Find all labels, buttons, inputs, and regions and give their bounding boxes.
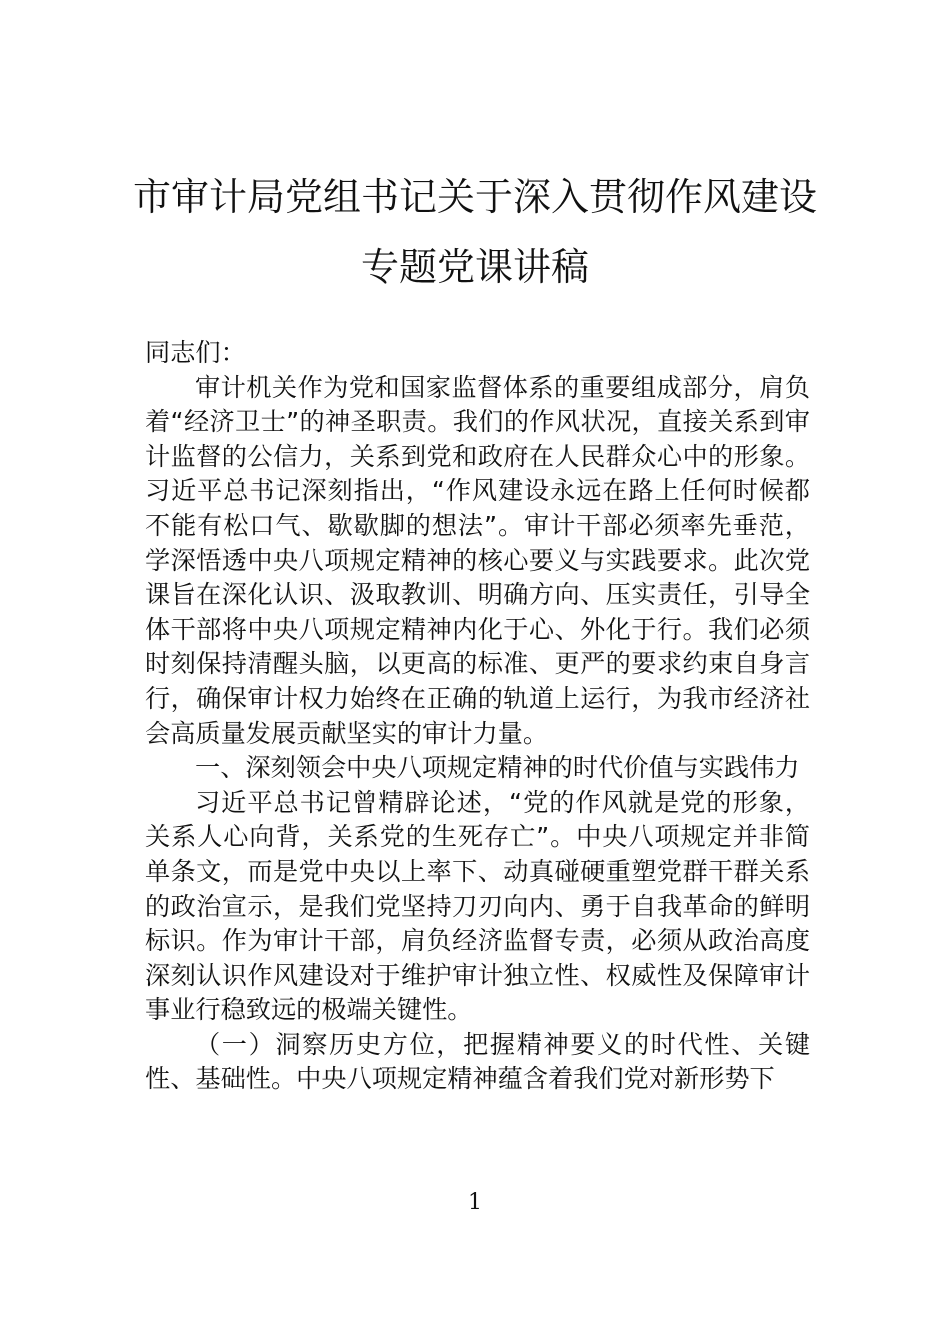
subsection-1-paragraph: （一）洞察历史方位，把握精神要义的时代性、关键性、基础性。中央八项规定精神蕴含着我们党对新形势下 [145, 1029, 810, 1094]
document-title-line-2: 专题党课讲稿 [360, 245, 589, 289]
intro-paragraph: 审计机关作为党和国家监督体系的重要组成部分，肩负着“经济卫士”的神圣职责。我们的作风状况，直接关系到审计监督的公信力，关系到党和政府在人民群众心中的形象。习近平总书记深刻指出，“作风建设永远在路上任何时候都不能有松口气、歇歇脚的想法”。审计干部必须率先垂范，学深悟透中央八项规定精神的核心要义与实践要求。此次党课旨在深化认识、汲取教训、明确方向、压实责任，引导全体干部将中央八项规定精神内化于心、外化于行。我们必须时刻保持清醒头脑，以更高的标准、更严的要求约束自身言行，确保审计权力始终在正确的轨道上运行，为我市经济社会高质量发展贡献坚实的审计力量。 [145, 372, 810, 748]
page-number: 1 [468, 1190, 482, 1215]
document-title-line-1: 市审计局党组书记关于深入贯彻作风建设 [132, 175, 817, 219]
salutation: 同志们： [145, 338, 246, 367]
section-1-paragraph: 习近平总书记曾精辟论述，“党的作风就是党的形象，关系人心向背，关系党的生死存亡”。中央八项规定并非简单条文，而是党中央以上率下、动真碰硬重塑党群干群关系的政治宣示，是我们党坚持刀刃向内、勇于自我革命的鲜明标识。作为审计干部，肩负经济监督专责，必须从政治高度深刻认识作风建设对于维护审计独立性、权威性及保障审计事业行稳致远的极端关键性。 [145, 787, 810, 1025]
section-heading-1: 一、深刻领会中央八项规定精神的时代价值与实践伟力 [195, 753, 800, 783]
document-body [145, 336, 810, 1097]
